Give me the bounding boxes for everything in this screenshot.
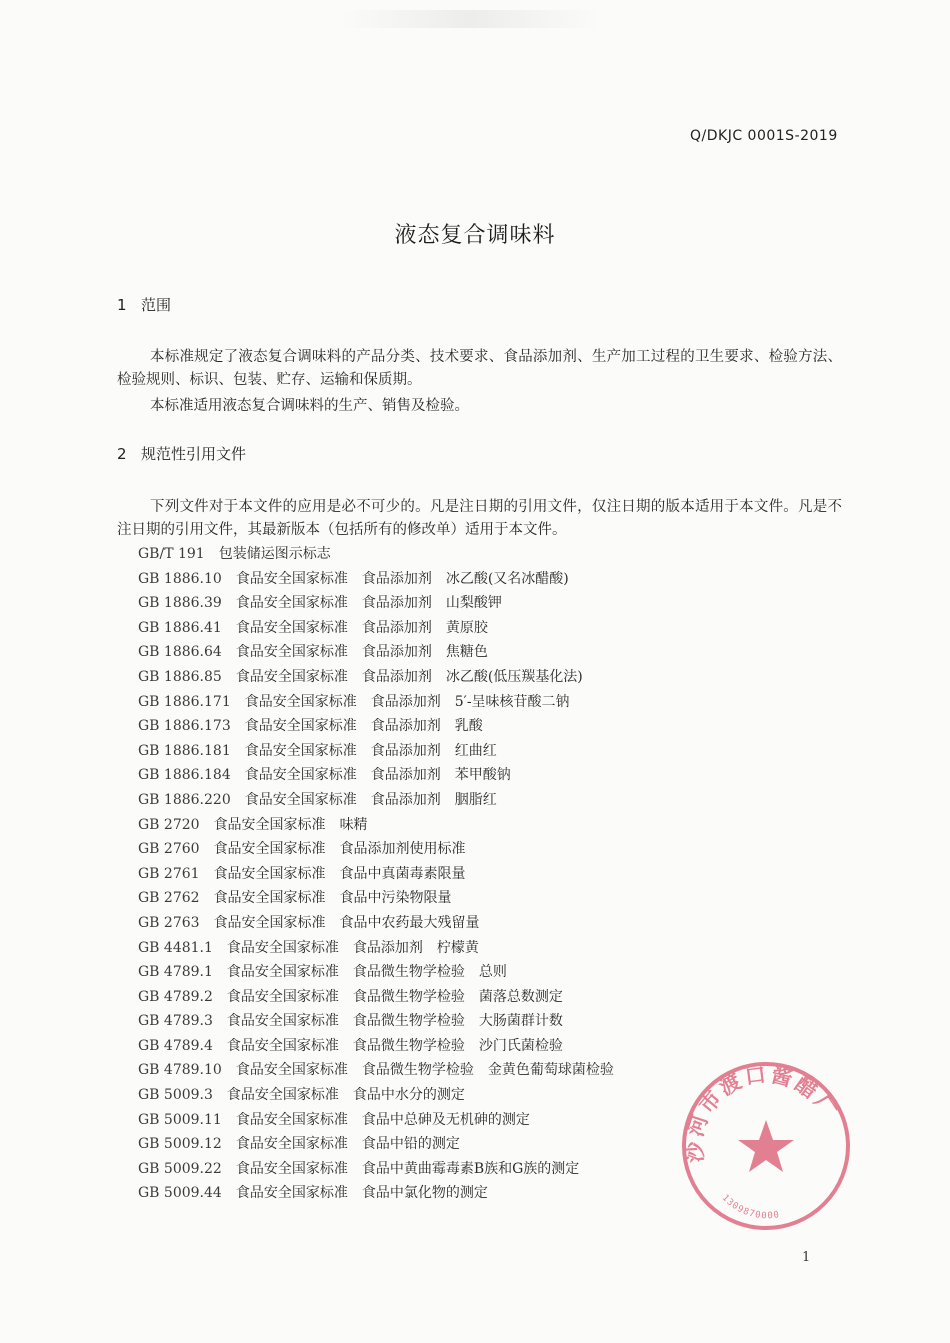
reference-row — [138, 542, 818, 567]
reference-topic: 食品添加剂 — [370, 693, 441, 710]
reference-code: GB 2761 — [138, 865, 200, 882]
document-title: 液态复合调味料 — [394, 223, 556, 248]
reference-row — [138, 567, 818, 592]
reference-topic: 食品添加剂 — [361, 570, 432, 587]
reference-topic: 食品中氯化物的测定 — [361, 1185, 488, 1202]
reference-topic: 食品添加剂 — [361, 644, 432, 661]
reference-title: 食品安全国家标准 — [235, 644, 348, 661]
reference-code: GB 5009.11 — [138, 1111, 222, 1128]
reference-code: GB 4789.10 — [138, 1062, 222, 1079]
reference-title: 食品安全国家标准 — [244, 791, 357, 808]
reference-row — [138, 1034, 818, 1059]
reference-row — [138, 763, 818, 788]
reference-topic: 味精 — [339, 816, 368, 833]
reference-code: GB/T 191 — [138, 546, 205, 562]
reference-item: 5′-呈味核苷酸二钠 — [454, 693, 570, 710]
scope-paragraph-1: 本标准规定了液态复合调味料的产品分类、技术要求、食品添加剂、生产加工过程的卫生要求、检验方法、检验规则、标识、包装、贮存、运输和保质期。 — [117, 349, 842, 388]
section-number: 1 — [117, 296, 127, 314]
reference-row — [138, 1009, 818, 1034]
reference-row — [138, 665, 818, 690]
reference-topic: 食品中总砷及无机砷的测定 — [361, 1111, 530, 1128]
reference-title: 食品安全国家标准 — [244, 742, 357, 759]
reference-item: 黄原胶 — [445, 619, 488, 636]
reference-code: GB 1886.41 — [138, 619, 222, 636]
reference-title: 食品安全国家标准 — [226, 939, 339, 956]
reference-row — [138, 886, 818, 911]
reference-title: 食品安全国家标准 — [235, 668, 348, 685]
reference-code: GB 1886.10 — [138, 570, 222, 587]
reference-row — [138, 640, 818, 665]
reference-code: GB 1886.220 — [138, 791, 231, 808]
reference-row — [138, 739, 818, 764]
reference-code: GB 1886.184 — [138, 767, 231, 784]
reference-title: 食品安全国家标准 — [235, 1185, 348, 1202]
reference-title: 食品安全国家标准 — [244, 693, 357, 710]
reference-topic: 食品微生物学检验 — [352, 1013, 465, 1030]
reference-topic: 食品添加剂 — [361, 619, 432, 636]
reference-code: GB 1886.85 — [138, 668, 222, 685]
star-icon — [738, 1120, 794, 1172]
seal-number: 1309870000 — [719, 1193, 781, 1222]
reference-row — [138, 911, 818, 936]
reference-row — [138, 813, 818, 838]
reference-title: 食品安全国家标准 — [235, 595, 348, 612]
reference-item: 苯甲酸钠 — [454, 767, 511, 784]
seal-text: 沙河市渡口酱醋厂 — [682, 1062, 843, 1164]
reference-topic: 食品添加剂使用标准 — [339, 841, 466, 858]
scan-artifact — [340, 10, 600, 28]
reference-topic: 食品微生物学检验 — [352, 988, 465, 1005]
reference-row — [138, 936, 818, 961]
section-2-heading — [117, 443, 246, 464]
reference-item: 大肠菌群计数 — [478, 1013, 563, 1030]
section-1-heading — [117, 294, 171, 315]
reference-title: 包装储运图示标志 — [218, 546, 331, 562]
reference-item: 冰乙酸(低压羰基化法) — [445, 668, 583, 685]
reference-topic: 食品添加剂 — [370, 718, 441, 735]
scope-paragraph-2: 本标准适用液态复合调味料的生产、销售及检验。 — [150, 398, 469, 414]
reference-topic: 食品中污染物限量 — [339, 890, 452, 907]
reference-code: GB 5009.22 — [138, 1160, 222, 1177]
reference-title: 食品安全国家标准 — [235, 1160, 348, 1177]
reference-row — [138, 960, 818, 985]
reference-topic: 食品微生物学检验 — [352, 964, 465, 981]
reference-title: 食品安全国家标准 — [235, 619, 348, 636]
reference-code: GB 4789.2 — [138, 988, 213, 1005]
reference-code: GB 4481.1 — [138, 939, 213, 956]
reference-code: GB 1886.173 — [138, 718, 231, 735]
reference-item: 柠檬黄 — [436, 939, 479, 956]
reference-item: 沙门氏菌检验 — [478, 1037, 563, 1054]
reference-row — [138, 788, 818, 813]
reference-item: 菌落总数测定 — [478, 988, 563, 1005]
reference-row — [138, 862, 818, 887]
reference-code: GB 4789.4 — [138, 1037, 213, 1054]
reference-item: 红曲红 — [454, 742, 497, 759]
reference-item: 金黄色葡萄球菌检验 — [487, 1062, 614, 1079]
reference-code: GB 1886.171 — [138, 693, 231, 710]
reference-item: 乳酸 — [454, 718, 483, 735]
reference-code: GB 2720 — [138, 816, 200, 833]
reference-title: 食品安全国家标准 — [213, 865, 326, 882]
reference-code: GB 5009.3 — [138, 1087, 213, 1104]
reference-topic: 食品添加剂 — [370, 767, 441, 784]
reference-topic: 食品添加剂 — [352, 939, 423, 956]
reference-title: 食品安全国家标准 — [244, 718, 357, 735]
reference-topic: 食品中黄曲霉毒素B族和G族的测定 — [361, 1160, 580, 1177]
reference-code: GB 2762 — [138, 890, 200, 907]
reference-title: 食品安全国家标准 — [213, 890, 326, 907]
reference-topic: 食品微生物学检验 — [352, 1037, 465, 1054]
section-title: 范围 — [141, 296, 172, 314]
reference-topic: 食品微生物学检验 — [361, 1062, 474, 1079]
reference-topic: 食品添加剂 — [370, 742, 441, 759]
reference-row — [138, 714, 818, 739]
reference-title: 食品安全国家标准 — [235, 1062, 348, 1079]
reference-item: 焦糖色 — [445, 644, 488, 661]
reference-topic: 食品添加剂 — [361, 595, 432, 612]
reference-topic: 食品中铅的测定 — [361, 1136, 460, 1153]
reference-row — [138, 690, 818, 715]
reference-topic: 食品中农药最大残留量 — [339, 914, 480, 931]
reference-title: 食品安全国家标准 — [226, 1087, 339, 1104]
section-number: 2 — [117, 445, 127, 463]
references-intro-paragraph: 下列文件对于本文件的应用是必不可少的。凡是注日期的引用文件，仅注日期的版本适用于本文件。凡是不注日期的引用文件，其最新版本（包括所有的修改单）适用于本文件。 — [117, 499, 842, 538]
reference-title: 食品安全国家标准 — [226, 988, 339, 1005]
reference-code: GB 1886.64 — [138, 644, 222, 661]
reference-code: GB 1886.181 — [138, 742, 231, 759]
reference-title: 食品安全国家标准 — [213, 914, 326, 931]
reference-row — [138, 837, 818, 862]
reference-code: GB 2763 — [138, 914, 200, 931]
reference-title: 食品安全国家标准 — [235, 570, 348, 587]
reference-item: 胭脂红 — [454, 791, 497, 808]
reference-title: 食品安全国家标准 — [235, 1111, 348, 1128]
page-number: 1 — [802, 1250, 811, 1265]
reference-item: 山梨酸钾 — [445, 595, 502, 612]
section-title: 规范性引用文件 — [141, 445, 247, 463]
reference-topic: 食品添加剂 — [361, 668, 432, 685]
reference-title: 食品安全国家标准 — [235, 1136, 348, 1153]
reference-code: GB 5009.44 — [138, 1185, 222, 1202]
reference-row — [138, 985, 818, 1010]
reference-topic: 食品中水分的测定 — [352, 1087, 465, 1104]
reference-row — [138, 591, 818, 616]
reference-code: GB 4789.1 — [138, 964, 213, 981]
reference-title: 食品安全国家标准 — [226, 964, 339, 981]
standard-code: Q/DKJC 0001S-2019 — [690, 128, 838, 144]
reference-title: 食品安全国家标准 — [244, 767, 357, 784]
reference-row — [138, 616, 818, 641]
reference-code: GB 5009.12 — [138, 1136, 222, 1153]
reference-title: 食品安全国家标准 — [226, 1013, 339, 1030]
reference-title: 食品安全国家标准 — [226, 1037, 339, 1054]
reference-code: GB 1886.39 — [138, 595, 222, 612]
reference-title: 食品安全国家标准 — [213, 841, 326, 858]
reference-item: 冰乙酸(又名冰醋酸) — [445, 570, 569, 587]
reference-code: GB 2760 — [138, 841, 200, 858]
reference-code: GB 4789.3 — [138, 1013, 213, 1030]
reference-topic: 食品添加剂 — [370, 791, 441, 808]
reference-title: 食品安全国家标准 — [213, 816, 326, 833]
company-seal-stamp — [678, 1058, 854, 1234]
reference-topic: 食品中真菌毒素限量 — [339, 865, 466, 882]
reference-item: 总则 — [478, 964, 507, 981]
